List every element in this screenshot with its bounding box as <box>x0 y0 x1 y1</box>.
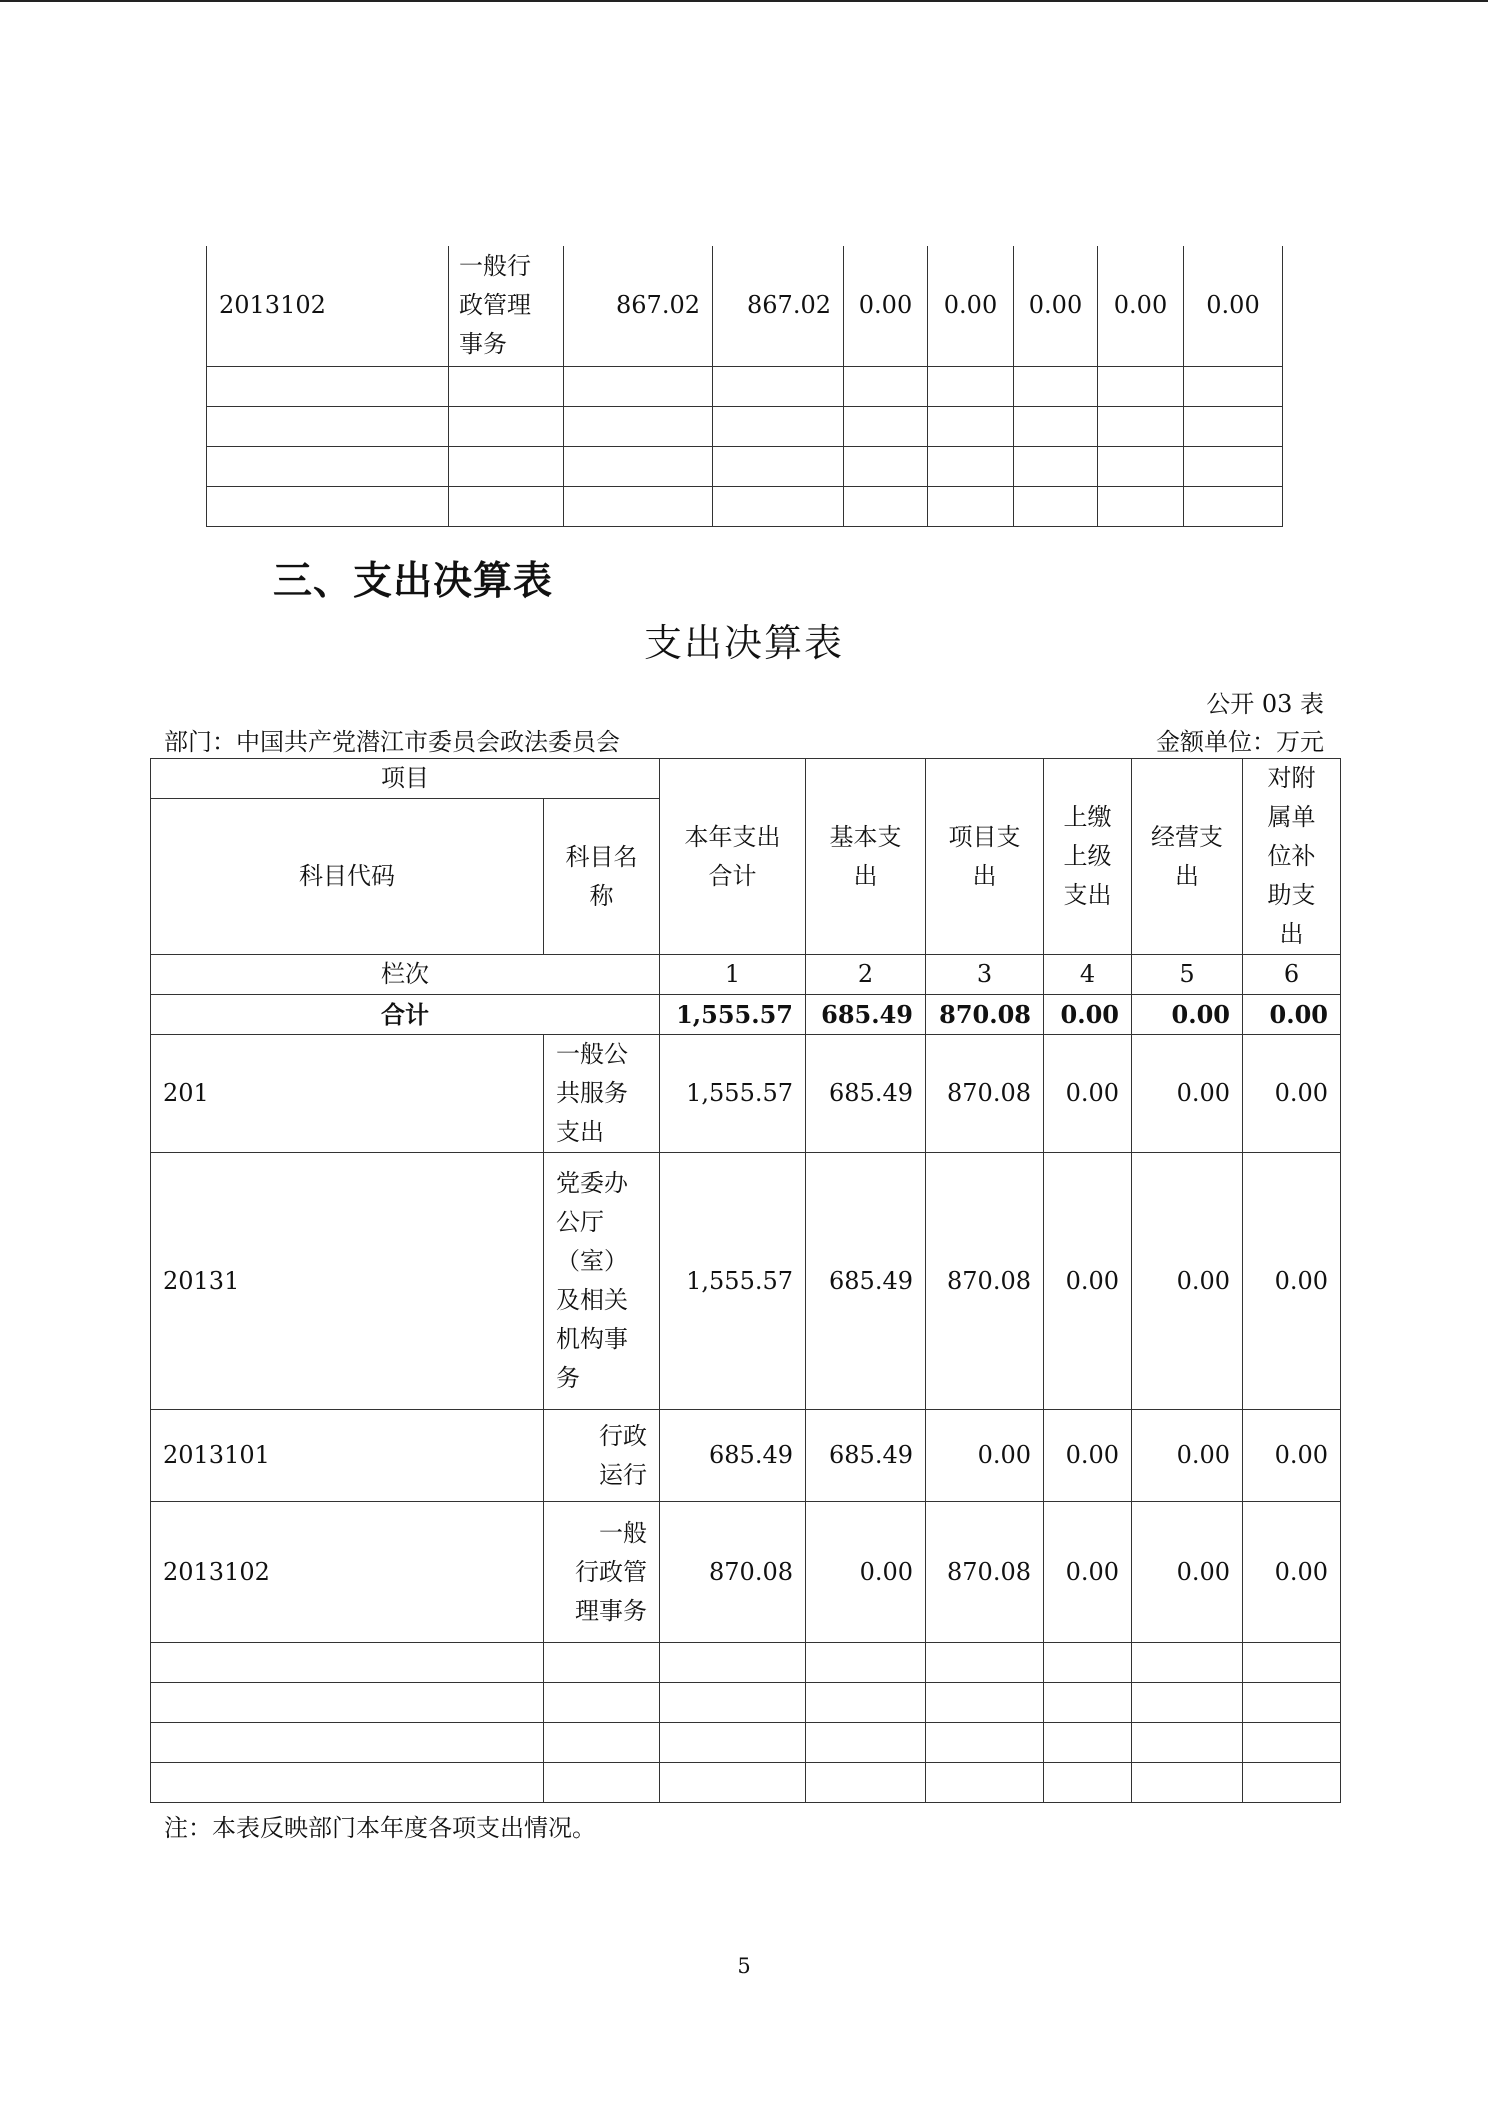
previous-table-continuation <box>206 246 1283 527</box>
value-cell: 1,555.57 <box>660 1153 806 1410</box>
value-cell: 0.00 <box>926 1410 1044 1502</box>
total-value: 0.00 <box>1243 995 1341 1035</box>
header-col2: 基本支 出 <box>806 759 926 955</box>
value-cell: 0.00 <box>1132 1502 1243 1643</box>
value-cell: 0.00 <box>1184 246 1283 366</box>
subject-code: 201 <box>151 1035 544 1153</box>
page-top-border <box>0 0 1488 2</box>
empty-row <box>207 446 1283 486</box>
col-number: 5 <box>1132 955 1243 995</box>
empty-row <box>151 1763 1341 1803</box>
value-cell: 0.00 <box>1044 1153 1132 1410</box>
total-value: 0.00 <box>1044 995 1132 1035</box>
total-value: 1,555.57 <box>660 995 806 1035</box>
table-title: 支出决算表 <box>643 621 844 665</box>
value-cell: 0.00 <box>844 246 928 366</box>
col-number: 4 <box>1044 955 1132 995</box>
value-cell: 870.08 <box>926 1153 1044 1410</box>
form-code: 公开 03 表 <box>1206 690 1324 718</box>
header-col6: 对附 属单 位补 助支 出 <box>1243 759 1341 955</box>
header-col4: 上缴 上级 支出 <box>1044 759 1132 955</box>
value-cell: 867.02 <box>713 246 844 366</box>
value-cell: 0.00 <box>1098 246 1184 366</box>
subject-name: 行政 运行 <box>544 1410 660 1502</box>
subject-code: 2013102 <box>151 1502 544 1643</box>
value-cell: 0.00 <box>1132 1035 1243 1153</box>
subject-name: 一般 行政管 理事务 <box>544 1502 660 1643</box>
value-cell: 0.00 <box>928 246 1014 366</box>
subject-name: 一般行 政管理 事务 <box>449 246 564 366</box>
value-cell: 0.00 <box>1243 1035 1341 1153</box>
header-row <box>151 759 1341 799</box>
value-cell: 0.00 <box>1132 1410 1243 1502</box>
header-item: 项目 <box>151 759 660 799</box>
value-cell: 0.00 <box>1132 1153 1243 1410</box>
value-cell: 0.00 <box>1014 246 1098 366</box>
value-cell: 685.49 <box>660 1410 806 1502</box>
value-cell: 870.08 <box>926 1035 1044 1153</box>
value-cell: 685.49 <box>806 1035 926 1153</box>
header-subject-name: 科目名 称 <box>544 799 660 955</box>
value-cell: 0.00 <box>1044 1035 1132 1153</box>
value-cell: 867.02 <box>564 246 713 366</box>
amount-unit-label: 金额单位：万元 <box>1156 728 1324 756</box>
header-col1: 本年支出 合计 <box>660 759 806 955</box>
subject-name: 一般公 共服务 支出 <box>544 1035 660 1153</box>
page-number: 5 <box>737 1954 751 1978</box>
value-cell: 0.00 <box>1044 1410 1132 1502</box>
value-cell: 0.00 <box>1044 1502 1132 1643</box>
col-number: 6 <box>1243 955 1341 995</box>
header-col3: 项目支 出 <box>926 759 1044 955</box>
total-row <box>151 995 1341 1035</box>
value-cell: 0.00 <box>806 1502 926 1643</box>
table-row <box>151 1035 1341 1153</box>
col-number: 2 <box>806 955 926 995</box>
table-note: 注：本表反映部门本年度各项支出情况。 <box>164 1814 596 1842</box>
header-subject-code: 科目代码 <box>151 799 544 955</box>
subject-code: 20131 <box>151 1153 544 1410</box>
empty-row <box>151 1723 1341 1763</box>
subject-code: 2013102 <box>207 246 449 366</box>
total-value: 870.08 <box>926 995 1044 1035</box>
total-label: 合计 <box>151 995 660 1035</box>
expenditure-table <box>150 758 1341 1803</box>
department-label: 部门：中国共产党潜江市委员会政法委员会 <box>164 728 620 756</box>
value-cell: 1,555.57 <box>660 1035 806 1153</box>
header-col5: 经营支 出 <box>1132 759 1243 955</box>
value-cell: 0.00 <box>1243 1502 1341 1643</box>
total-value: 0.00 <box>1132 995 1243 1035</box>
table-row <box>151 1502 1341 1643</box>
value-cell: 0.00 <box>1243 1410 1341 1502</box>
table-row <box>151 1410 1341 1502</box>
empty-row <box>207 366 1283 406</box>
empty-row <box>207 406 1283 446</box>
subject-code: 2013101 <box>151 1410 544 1502</box>
lanci-label: 栏次 <box>151 955 660 995</box>
value-cell: 685.49 <box>806 1153 926 1410</box>
empty-row <box>151 1643 1341 1683</box>
subject-name: 党委办 公厅 （室） 及相关 机构事 务 <box>544 1153 660 1410</box>
empty-row <box>207 486 1283 526</box>
column-number-row <box>151 955 1341 995</box>
value-cell: 685.49 <box>806 1410 926 1502</box>
total-value: 685.49 <box>806 995 926 1035</box>
col-number: 3 <box>926 955 1044 995</box>
table-row <box>207 246 1283 366</box>
value-cell: 0.00 <box>1243 1153 1341 1410</box>
value-cell: 870.08 <box>660 1502 806 1643</box>
section-heading: 三、支出决算表 <box>273 559 554 604</box>
empty-row <box>151 1683 1341 1723</box>
table-row <box>151 1153 1341 1410</box>
col-number: 1 <box>660 955 806 995</box>
value-cell: 870.08 <box>926 1502 1044 1643</box>
